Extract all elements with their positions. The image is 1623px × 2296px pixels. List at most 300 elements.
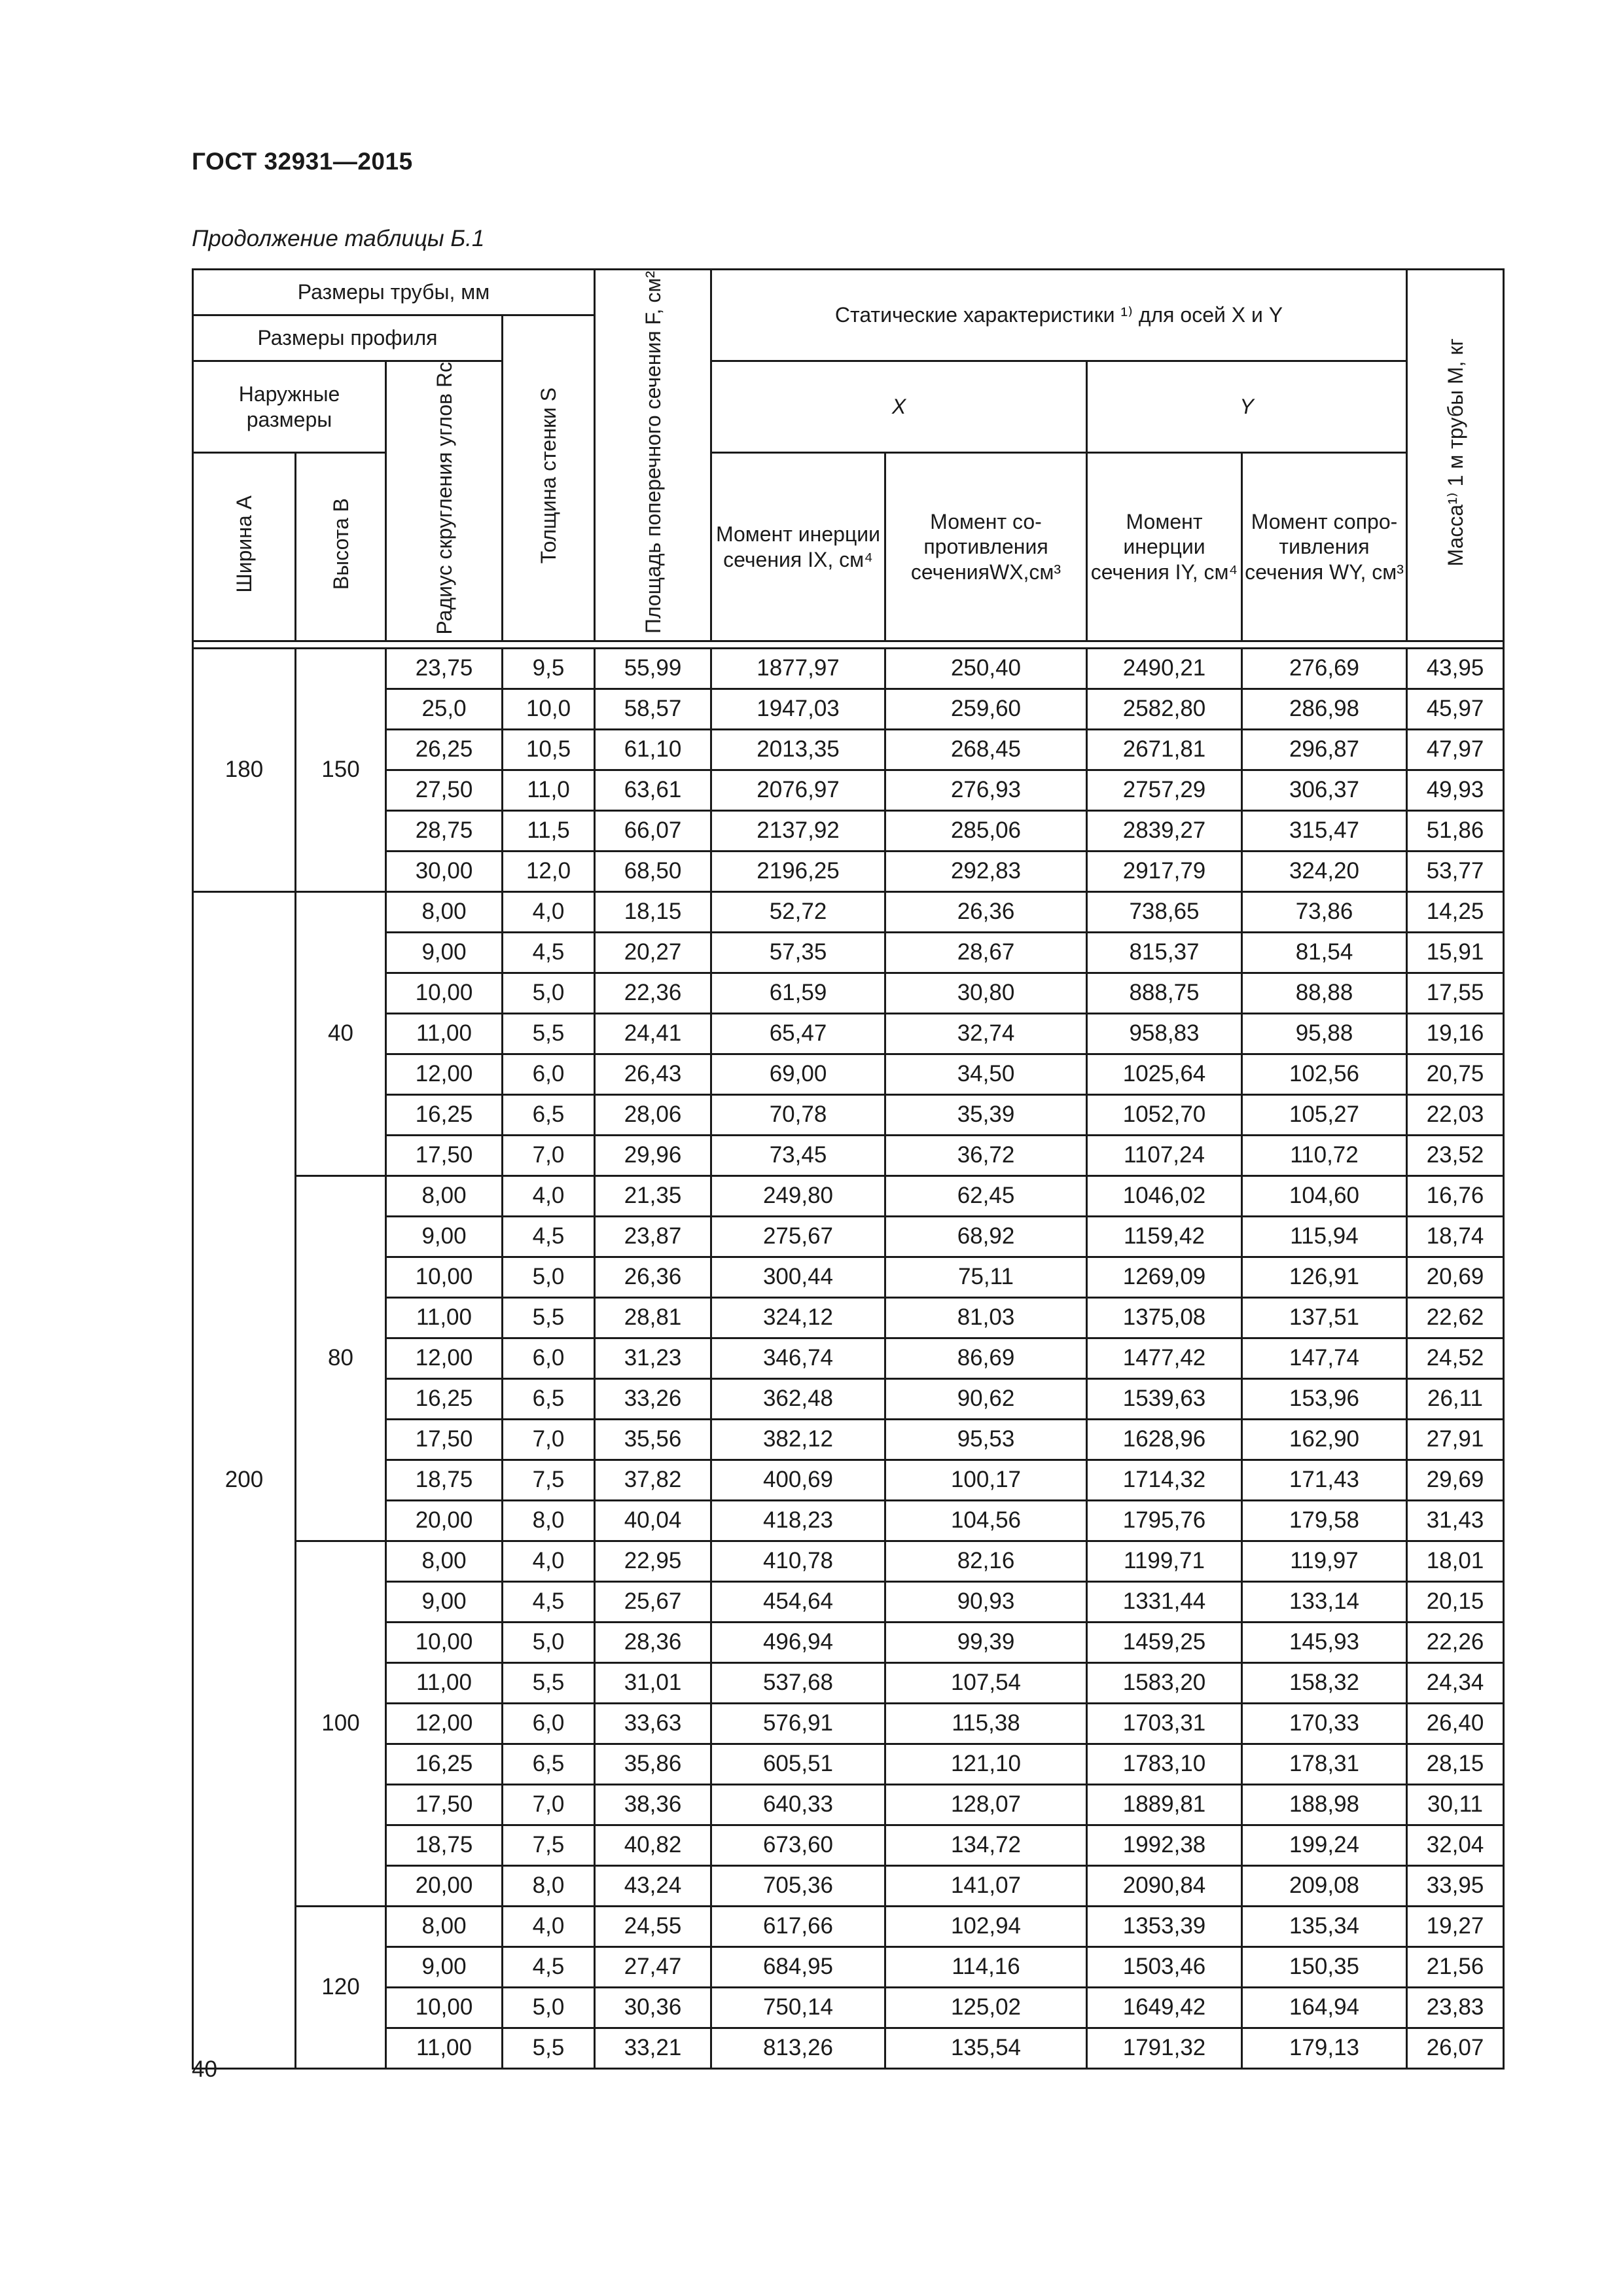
table-cell: 1052,70 xyxy=(1087,1094,1242,1135)
table-cell: 30,80 xyxy=(885,973,1087,1013)
table-row xyxy=(193,1216,1504,1257)
table-cell: 82,16 xyxy=(885,1541,1087,1581)
table-row xyxy=(193,1135,1504,1175)
table-cell: 888,75 xyxy=(1087,973,1242,1013)
height-cell: 80 xyxy=(296,1175,386,1541)
table-cell: 100,17 xyxy=(885,1460,1087,1500)
table-cell: 324,20 xyxy=(1242,851,1407,891)
table-cell: 2671,81 xyxy=(1087,729,1242,770)
table-cell: 105,27 xyxy=(1242,1094,1407,1135)
table-cell: 95,53 xyxy=(885,1419,1087,1460)
table-cell: 11,00 xyxy=(386,1013,503,1054)
table-cell: 315,47 xyxy=(1242,810,1407,851)
table-cell: 296,87 xyxy=(1242,729,1407,770)
table-cell: 20,00 xyxy=(386,1865,503,1906)
table-cell: 4,0 xyxy=(503,1541,595,1581)
table-row xyxy=(193,851,1504,891)
table-cell: 128,07 xyxy=(885,1784,1087,1825)
table-cell: 69,00 xyxy=(711,1054,885,1094)
table-cell: 5,5 xyxy=(503,2028,595,2068)
table-cell: 9,00 xyxy=(386,932,503,973)
table-cell: 26,40 xyxy=(1407,1703,1504,1744)
table-cell: 26,43 xyxy=(595,1054,711,1094)
table-cell: 5,5 xyxy=(503,1013,595,1054)
header-tube-sizes: Размеры трубы, мм xyxy=(193,270,595,315)
table-cell: 276,93 xyxy=(885,770,1087,810)
table-cell: 30,11 xyxy=(1407,1784,1504,1825)
table-cell: 45,97 xyxy=(1407,689,1504,729)
table-cell: 17,50 xyxy=(386,1784,503,1825)
table-cell: 20,27 xyxy=(595,932,711,973)
table-cell: 4,5 xyxy=(503,1581,595,1622)
table-cell: 32,04 xyxy=(1407,1825,1504,1865)
table-cell: 37,82 xyxy=(595,1460,711,1500)
table-cell: 22,62 xyxy=(1407,1297,1504,1338)
table-cell: 12,00 xyxy=(386,1338,503,1378)
table-cell: 7,5 xyxy=(503,1460,595,1500)
header-resistance-y: Момент сопро-тивления сечения WY, см³ xyxy=(1242,453,1407,641)
table-cell: 36,72 xyxy=(885,1135,1087,1175)
table-row xyxy=(193,1744,1504,1784)
table-cell: 324,12 xyxy=(711,1297,885,1338)
table-cell: 9,00 xyxy=(386,1946,503,1987)
table-cell: 31,01 xyxy=(595,1662,711,1703)
table-cell: 6,5 xyxy=(503,1378,595,1419)
table-cell: 53,77 xyxy=(1407,851,1504,891)
table-cell: 34,50 xyxy=(885,1054,1087,1094)
table-cell: 454,64 xyxy=(711,1581,885,1622)
table-cell: 249,80 xyxy=(711,1175,885,1216)
table-cell: 9,5 xyxy=(503,648,595,689)
table-cell: 102,94 xyxy=(885,1906,1087,1946)
table-cell: 24,34 xyxy=(1407,1662,1504,1703)
table-cell: 8,00 xyxy=(386,1541,503,1581)
table-cell: 5,5 xyxy=(503,1662,595,1703)
table-cell: 26,07 xyxy=(1407,2028,1504,2068)
table-cell: 8,00 xyxy=(386,1906,503,1946)
table-cell: 1046,02 xyxy=(1087,1175,1242,1216)
table-cell: 27,91 xyxy=(1407,1419,1504,1460)
table-cell: 23,52 xyxy=(1407,1135,1504,1175)
table-cell: 26,36 xyxy=(595,1257,711,1297)
table-cell: 268,45 xyxy=(885,729,1087,770)
table-cell: 537,68 xyxy=(711,1662,885,1703)
table-cell: 61,10 xyxy=(595,729,711,770)
table-cell: 104,56 xyxy=(885,1500,1087,1541)
table-cell: 813,26 xyxy=(711,2028,885,2068)
table-cell: 179,13 xyxy=(1242,2028,1407,2068)
table-cell: 27,50 xyxy=(386,770,503,810)
table-cell: 125,02 xyxy=(885,1987,1087,2028)
table-cell: 28,15 xyxy=(1407,1744,1504,1784)
table-cell: 24,52 xyxy=(1407,1338,1504,1378)
header-area: Площадь поперечного сечения F, см² xyxy=(595,270,711,641)
table-cell: 90,93 xyxy=(885,1581,1087,1622)
table-cell: 2137,92 xyxy=(711,810,885,851)
table-row xyxy=(193,1825,1504,1865)
table-cell: 2076,97 xyxy=(711,770,885,810)
table-cell: 1503,46 xyxy=(1087,1946,1242,1987)
table-cell: 2582,80 xyxy=(1087,689,1242,729)
table-cell: 65,47 xyxy=(711,1013,885,1054)
table-row xyxy=(193,1419,1504,1460)
table-cell: 51,86 xyxy=(1407,810,1504,851)
table-cell: 1992,38 xyxy=(1087,1825,1242,1865)
table-cell: 1947,03 xyxy=(711,689,885,729)
table-cell: 5,0 xyxy=(503,1257,595,1297)
page-number: 40 xyxy=(192,2056,217,2082)
table-cell: 362,48 xyxy=(711,1378,885,1419)
table-cell: 10,00 xyxy=(386,1257,503,1297)
table-cell: 95,88 xyxy=(1242,1013,1407,1054)
table-row xyxy=(193,891,1504,932)
table-cell: 1159,42 xyxy=(1087,1216,1242,1257)
table-cell: 22,03 xyxy=(1407,1094,1504,1135)
table-cell: 28,36 xyxy=(595,1622,711,1662)
table-cell: 6,0 xyxy=(503,1054,595,1094)
table-cell: 66,07 xyxy=(595,810,711,851)
table-cell: 61,59 xyxy=(711,973,885,1013)
table-cell: 11,00 xyxy=(386,1662,503,1703)
table-cell: 300,44 xyxy=(711,1257,885,1297)
table-cell: 121,10 xyxy=(885,1744,1087,1784)
table-cell: 346,74 xyxy=(711,1338,885,1378)
header-outer-sizes: Наружные размеры xyxy=(193,361,386,453)
header-static-characteristics: Статические характеристики ¹⁾ для осей X и Y xyxy=(711,270,1407,361)
table-cell: 9,00 xyxy=(386,1216,503,1257)
table-cell: 7,5 xyxy=(503,1825,595,1865)
table-cell: 25,0 xyxy=(386,689,503,729)
table-cell: 81,03 xyxy=(885,1297,1087,1338)
table-cell: 22,36 xyxy=(595,973,711,1013)
table-cell: 14,25 xyxy=(1407,891,1504,932)
table-cell: 1459,25 xyxy=(1087,1622,1242,1662)
table-cell: 10,00 xyxy=(386,1622,503,1662)
table-row xyxy=(193,2028,1504,2068)
table-cell: 40,04 xyxy=(595,1500,711,1541)
table-cell: 382,12 xyxy=(711,1419,885,1460)
table-cell: 20,75 xyxy=(1407,1054,1504,1094)
table-cell: 17,50 xyxy=(386,1135,503,1175)
table-cell: 88,88 xyxy=(1242,973,1407,1013)
table-cell: 2917,79 xyxy=(1087,851,1242,891)
table-cell: 23,87 xyxy=(595,1216,711,1257)
width-cell: 200 xyxy=(193,891,296,2068)
table-cell: 18,15 xyxy=(595,891,711,932)
table-cell: 7,0 xyxy=(503,1419,595,1460)
table-cell: 28,81 xyxy=(595,1297,711,1338)
table-cell: 250,40 xyxy=(885,648,1087,689)
table-cell: 28,67 xyxy=(885,932,1087,973)
table-cell: 1353,39 xyxy=(1087,1906,1242,1946)
table-row xyxy=(193,1297,1504,1338)
table-cell: 55,99 xyxy=(595,648,711,689)
table-cell: 1269,09 xyxy=(1087,1257,1242,1297)
table-cell: 170,33 xyxy=(1242,1703,1407,1744)
table-cell: 2196,25 xyxy=(711,851,885,891)
table-cell: 16,25 xyxy=(386,1378,503,1419)
table-cell: 1649,42 xyxy=(1087,1987,1242,2028)
table-row xyxy=(193,1622,1504,1662)
table-cell: 49,93 xyxy=(1407,770,1504,810)
table-cell: 19,16 xyxy=(1407,1013,1504,1054)
section-properties-table xyxy=(192,268,1505,2070)
table-cell: 1107,24 xyxy=(1087,1135,1242,1175)
header-height: Высота B xyxy=(296,453,386,641)
table-cell: 292,83 xyxy=(885,851,1087,891)
table-cell: 12,00 xyxy=(386,1054,503,1094)
table-cell: 1703,31 xyxy=(1087,1703,1242,1744)
table-cell: 199,24 xyxy=(1242,1825,1407,1865)
table-cell: 12,0 xyxy=(503,851,595,891)
table-cell: 576,91 xyxy=(711,1703,885,1744)
table-cell: 4,0 xyxy=(503,891,595,932)
table-cell: 605,51 xyxy=(711,1744,885,1784)
table-row xyxy=(193,932,1504,973)
table-row xyxy=(193,1460,1504,1500)
table-cell: 5,0 xyxy=(503,1987,595,2028)
table-cell: 750,14 xyxy=(711,1987,885,2028)
table-cell: 11,0 xyxy=(503,770,595,810)
table-cell: 11,00 xyxy=(386,2028,503,2068)
table-cell: 68,50 xyxy=(595,851,711,891)
table-cell: 705,36 xyxy=(711,1865,885,1906)
table-cell: 35,39 xyxy=(885,1094,1087,1135)
table-cell: 171,43 xyxy=(1242,1460,1407,1500)
table-cell: 29,69 xyxy=(1407,1460,1504,1500)
table-cell: 1583,20 xyxy=(1087,1662,1242,1703)
table-cell: 958,83 xyxy=(1087,1013,1242,1054)
table-cell: 162,90 xyxy=(1242,1419,1407,1460)
table-cell: 35,86 xyxy=(595,1744,711,1784)
table-cell: 2490,21 xyxy=(1087,648,1242,689)
table-cell: 6,0 xyxy=(503,1338,595,1378)
table-cell: 1331,44 xyxy=(1087,1581,1242,1622)
table-cell: 26,25 xyxy=(386,729,503,770)
table-cell: 24,55 xyxy=(595,1906,711,1946)
document-title: ГОСТ 32931—2015 xyxy=(192,148,413,175)
table-cell: 8,0 xyxy=(503,1865,595,1906)
table-cell: 410,78 xyxy=(711,1541,885,1581)
table-cell: 43,95 xyxy=(1407,648,1504,689)
table-row xyxy=(193,689,1504,729)
table-cell: 33,63 xyxy=(595,1703,711,1744)
table-cell: 134,72 xyxy=(885,1825,1087,1865)
header-axis-y: Y xyxy=(1087,361,1407,453)
table-cell: 286,98 xyxy=(1242,689,1407,729)
table-cell: 673,60 xyxy=(711,1825,885,1865)
table-row xyxy=(193,1987,1504,2028)
table-cell: 16,25 xyxy=(386,1744,503,1784)
table-cell: 2839,27 xyxy=(1087,810,1242,851)
table-cell: 1783,10 xyxy=(1087,1744,1242,1784)
table-row xyxy=(193,973,1504,1013)
table-row xyxy=(193,1257,1504,1297)
table-caption: Продолжение таблицы Б.1 xyxy=(192,226,485,251)
table-cell: 275,67 xyxy=(711,1216,885,1257)
table-cell: 2757,29 xyxy=(1087,770,1242,810)
table-cell: 31,23 xyxy=(595,1338,711,1378)
table-row xyxy=(193,1541,1504,1581)
table-cell: 133,14 xyxy=(1242,1581,1407,1622)
table-cell: 1539,63 xyxy=(1087,1378,1242,1419)
table-cell: 1795,76 xyxy=(1087,1500,1242,1541)
table-cell: 4,5 xyxy=(503,932,595,973)
table-cell: 135,34 xyxy=(1242,1906,1407,1946)
table-row xyxy=(193,1703,1504,1744)
table-cell: 22,95 xyxy=(595,1541,711,1581)
table-cell: 25,67 xyxy=(595,1581,711,1622)
header-axis-x: X xyxy=(711,361,1087,453)
table-cell: 12,00 xyxy=(386,1703,503,1744)
table-cell: 259,60 xyxy=(885,689,1087,729)
table-cell: 147,74 xyxy=(1242,1338,1407,1378)
table-cell: 137,51 xyxy=(1242,1297,1407,1338)
table-cell: 7,0 xyxy=(503,1784,595,1825)
table-cell: 640,33 xyxy=(711,1784,885,1825)
table-cell: 188,98 xyxy=(1242,1784,1407,1825)
header-corner-radius: Радиус скругления углов Rс xyxy=(386,361,503,641)
table-cell: 81,54 xyxy=(1242,932,1407,973)
table-cell: 115,94 xyxy=(1242,1216,1407,1257)
table-cell: 18,75 xyxy=(386,1825,503,1865)
table-cell: 75,11 xyxy=(885,1257,1087,1297)
table-row xyxy=(193,770,1504,810)
table-cell: 135,54 xyxy=(885,2028,1087,2068)
table-cell: 17,50 xyxy=(386,1419,503,1460)
header-inertia-x: Момент инерции сечения IX, см⁴ xyxy=(711,453,885,641)
table-cell: 1628,96 xyxy=(1087,1419,1242,1460)
table-cell: 102,56 xyxy=(1242,1054,1407,1094)
table-cell: 20,69 xyxy=(1407,1257,1504,1297)
table-cell: 16,76 xyxy=(1407,1175,1504,1216)
table-cell: 126,91 xyxy=(1242,1257,1407,1297)
table-cell: 684,95 xyxy=(711,1946,885,1987)
table-row xyxy=(193,1013,1504,1054)
table-cell: 73,86 xyxy=(1242,891,1407,932)
table-cell: 28,06 xyxy=(595,1094,711,1135)
table-cell: 22,26 xyxy=(1407,1622,1504,1662)
table-cell: 1477,42 xyxy=(1087,1338,1242,1378)
header-profile-sizes: Размеры профиля xyxy=(193,315,503,361)
table-cell: 19,27 xyxy=(1407,1906,1504,1946)
table-cell: 110,72 xyxy=(1242,1135,1407,1175)
header-width: Ширина A xyxy=(193,453,296,641)
table-cell: 18,01 xyxy=(1407,1541,1504,1581)
table-cell: 30,36 xyxy=(595,1987,711,2028)
table-cell: 31,43 xyxy=(1407,1500,1504,1541)
table-cell: 496,94 xyxy=(711,1622,885,1662)
table-cell: 43,24 xyxy=(595,1865,711,1906)
header-mass: Масса¹⁾ 1 м трубы M, кг xyxy=(1407,270,1504,641)
table-row xyxy=(193,1094,1504,1135)
table-row xyxy=(193,810,1504,851)
table-cell: 58,57 xyxy=(595,689,711,729)
table-cell: 8,00 xyxy=(386,891,503,932)
table-row xyxy=(193,1500,1504,1541)
height-cell: 120 xyxy=(296,1906,386,2068)
table-cell: 52,72 xyxy=(711,891,885,932)
table-row xyxy=(193,1906,1504,1946)
table-row xyxy=(193,1662,1504,1703)
table-cell: 400,69 xyxy=(711,1460,885,1500)
table-cell: 276,69 xyxy=(1242,648,1407,689)
table-cell: 158,32 xyxy=(1242,1662,1407,1703)
table-cell: 8,00 xyxy=(386,1175,503,1216)
table-cell: 33,26 xyxy=(595,1378,711,1419)
table-cell: 4,5 xyxy=(503,1946,595,1987)
table-cell: 23,83 xyxy=(1407,1987,1504,2028)
table-row xyxy=(193,1378,1504,1419)
table-cell: 145,93 xyxy=(1242,1622,1407,1662)
table-cell: 11,5 xyxy=(503,810,595,851)
height-cell: 100 xyxy=(296,1541,386,1906)
table-cell: 617,66 xyxy=(711,1906,885,1946)
table-cell: 28,75 xyxy=(386,810,503,851)
table-row xyxy=(193,729,1504,770)
table-cell: 8,0 xyxy=(503,1500,595,1541)
table-cell: 26,36 xyxy=(885,891,1087,932)
table-row xyxy=(193,1784,1504,1825)
table-row xyxy=(193,1175,1504,1216)
table-cell: 33,95 xyxy=(1407,1865,1504,1906)
table-cell: 62,45 xyxy=(885,1175,1087,1216)
table-cell: 4,0 xyxy=(503,1906,595,1946)
table-cell: 1714,32 xyxy=(1087,1460,1242,1500)
table-cell: 815,37 xyxy=(1087,932,1242,973)
table-row xyxy=(193,1338,1504,1378)
table-cell: 10,0 xyxy=(503,689,595,729)
table-cell: 5,0 xyxy=(503,1622,595,1662)
table-cell: 6,5 xyxy=(503,1744,595,1784)
table-cell: 20,00 xyxy=(386,1500,503,1541)
table-cell: 6,0 xyxy=(503,1703,595,1744)
table-cell: 16,25 xyxy=(386,1094,503,1135)
table-cell: 209,08 xyxy=(1242,1865,1407,1906)
height-cell: 150 xyxy=(296,648,386,891)
table-cell: 285,06 xyxy=(885,810,1087,851)
table-cell: 21,56 xyxy=(1407,1946,1504,1987)
table-cell: 26,11 xyxy=(1407,1378,1504,1419)
table-cell: 27,47 xyxy=(595,1946,711,1987)
header-resistance-x: Момент со-противления сеченияWX,см³ xyxy=(885,453,1087,641)
table-cell: 17,55 xyxy=(1407,973,1504,1013)
table-cell: 33,21 xyxy=(595,2028,711,2068)
table-cell: 63,61 xyxy=(595,770,711,810)
table-cell: 4,0 xyxy=(503,1175,595,1216)
table-cell: 11,00 xyxy=(386,1297,503,1338)
table-cell: 68,92 xyxy=(885,1216,1087,1257)
table-cell: 30,00 xyxy=(386,851,503,891)
table-cell: 4,5 xyxy=(503,1216,595,1257)
table-cell: 2013,35 xyxy=(711,729,885,770)
table-cell: 738,65 xyxy=(1087,891,1242,932)
table-cell: 99,39 xyxy=(885,1622,1087,1662)
table-cell: 1791,32 xyxy=(1087,2028,1242,2068)
table-cell: 306,37 xyxy=(1242,770,1407,810)
table-cell: 20,15 xyxy=(1407,1581,1504,1622)
table-cell: 38,36 xyxy=(595,1784,711,1825)
table-row xyxy=(193,648,1504,689)
header-wall-thickness: Толщина стенки S xyxy=(503,315,595,641)
table-row xyxy=(193,1865,1504,1906)
table-cell: 35,56 xyxy=(595,1419,711,1460)
width-cell: 180 xyxy=(193,648,296,891)
table-cell: 73,45 xyxy=(711,1135,885,1175)
table-cell: 114,16 xyxy=(885,1946,1087,1987)
table-cell: 18,74 xyxy=(1407,1216,1504,1257)
table-cell: 104,60 xyxy=(1242,1175,1407,1216)
